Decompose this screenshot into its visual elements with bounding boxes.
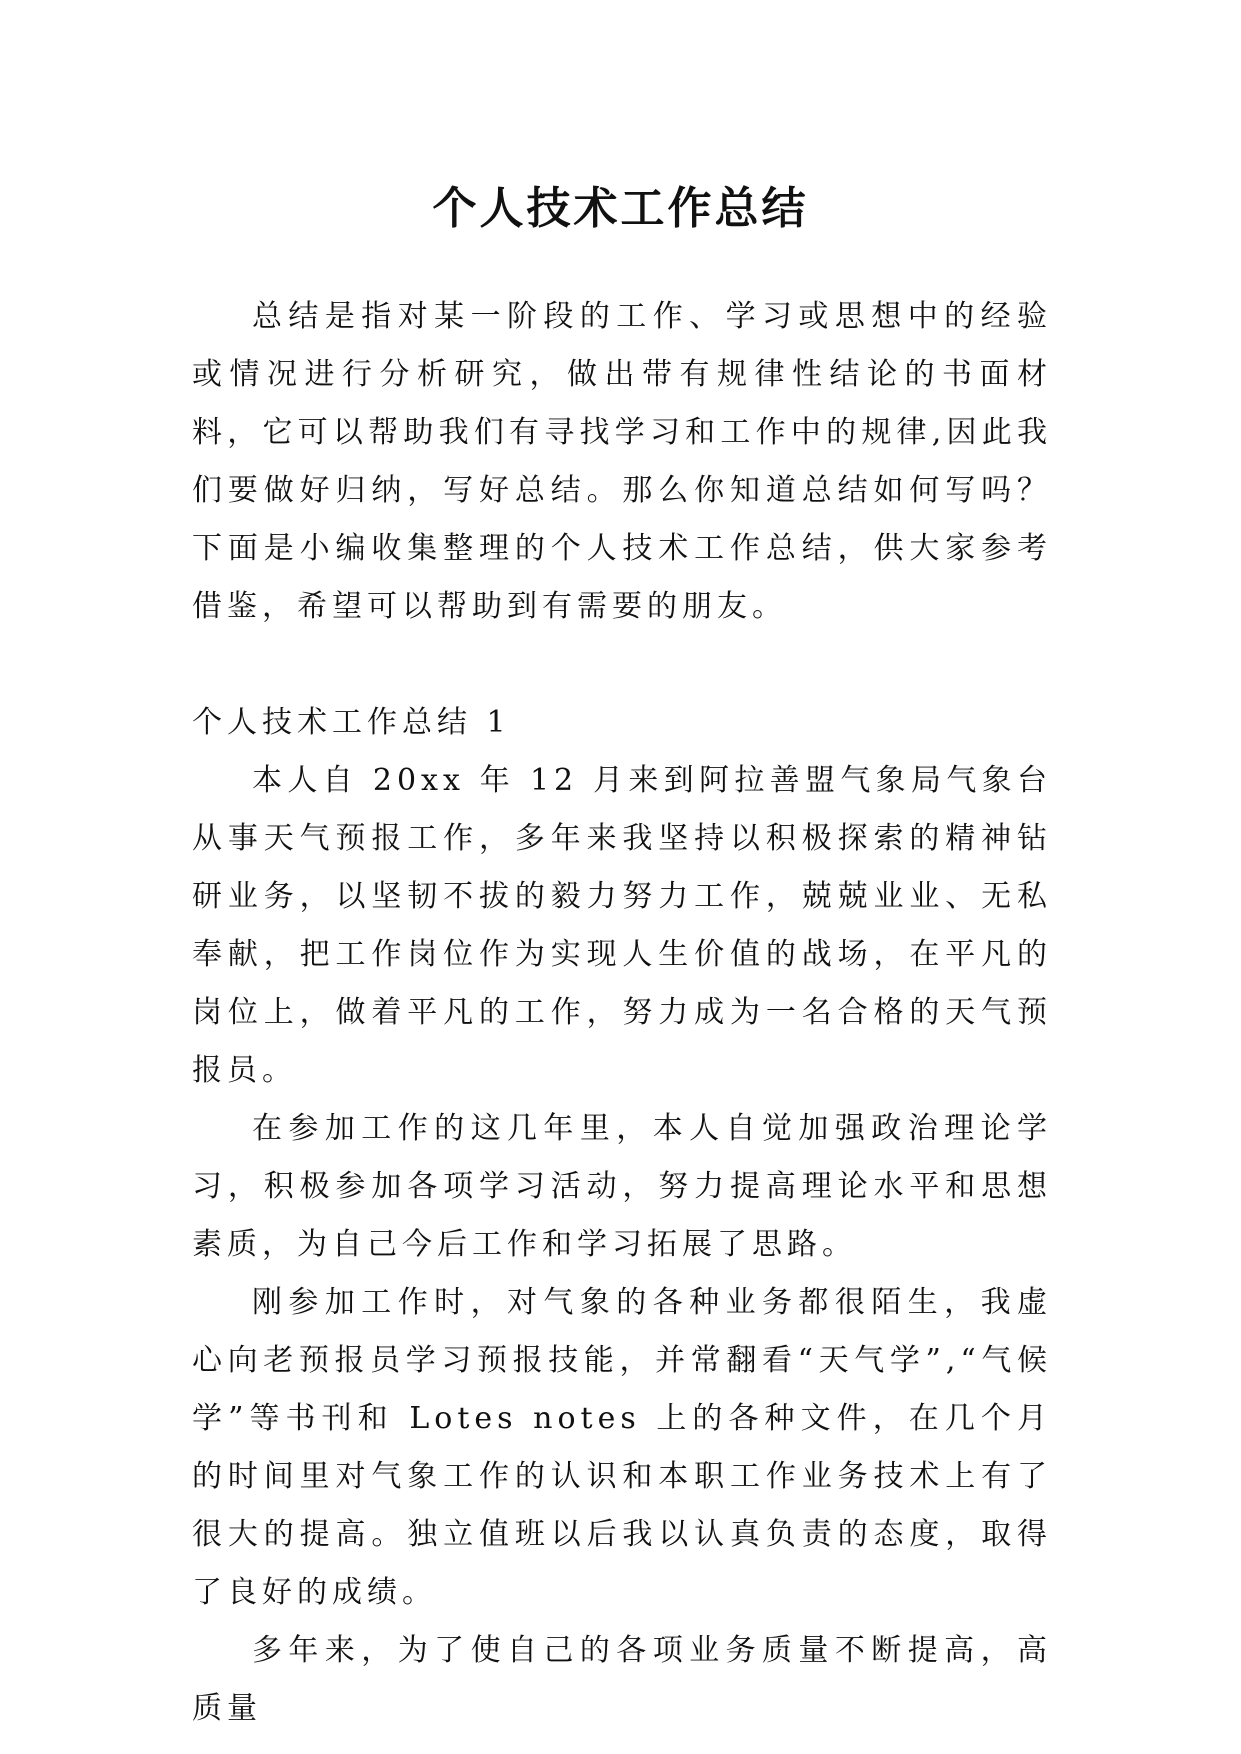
body-paragraph: 本人自 20xx 年 12 月来到阿拉善盟气象局气象台从事天气预报工作，多年来我坚持以积极探索的精神钻研业务，以坚韧不拔的毅力努力工作，兢兢业业、无私奉献，把工作岗位作为实现人生价值的战场，在平凡的岗位上，做着平凡的工作，努力成为一名合格的天气预报员。 <box>192 763 1052 1088</box>
intro-paragraph: 总结是指对某一阶段的工作、学习或思想中的经验或情况进行分析研究，做出带有规律性结论的书面材料，它可以帮助我们有寻找学习和工作中的规律,因此我们要做好归纳，写好总结。那么你知道总结如何写吗？下面是小编收集整理的个人技术工作总结，供大家参考借鉴，希望可以帮助到有需要的朋友。 <box>192 299 1052 624</box>
document-title: 个人技术工作总结 <box>432 183 809 235</box>
body-paragraph: 多年来，为了使自己的各项业务质量不断提高，高质量 <box>192 1633 1052 1726</box>
body-paragraph: 在参加工作的这几年里，本人自觉加强政治理论学习，积极参加各项学习活动，努力提高理论水平和思想素质，为自己今后工作和学习拓展了思路。 <box>192 1111 1052 1262</box>
body-paragraph: 刚参加工作时，对气象的各种业务都很陌生，我虚心向老预报员学习预报技能，并常翻看“天气学”,“气候学”等书刊和 Lotes notes 上的各种文件，在几个月的时间里对气象工作的认识和本职工作业务技术上有了很大的提高。独立值班以后我以认真负责的态度，取得了良好的成绩。 <box>192 1285 1052 1610</box>
document-body <box>192 288 1052 1738</box>
section-heading: 个人技术工作总结 1 <box>192 705 511 740</box>
